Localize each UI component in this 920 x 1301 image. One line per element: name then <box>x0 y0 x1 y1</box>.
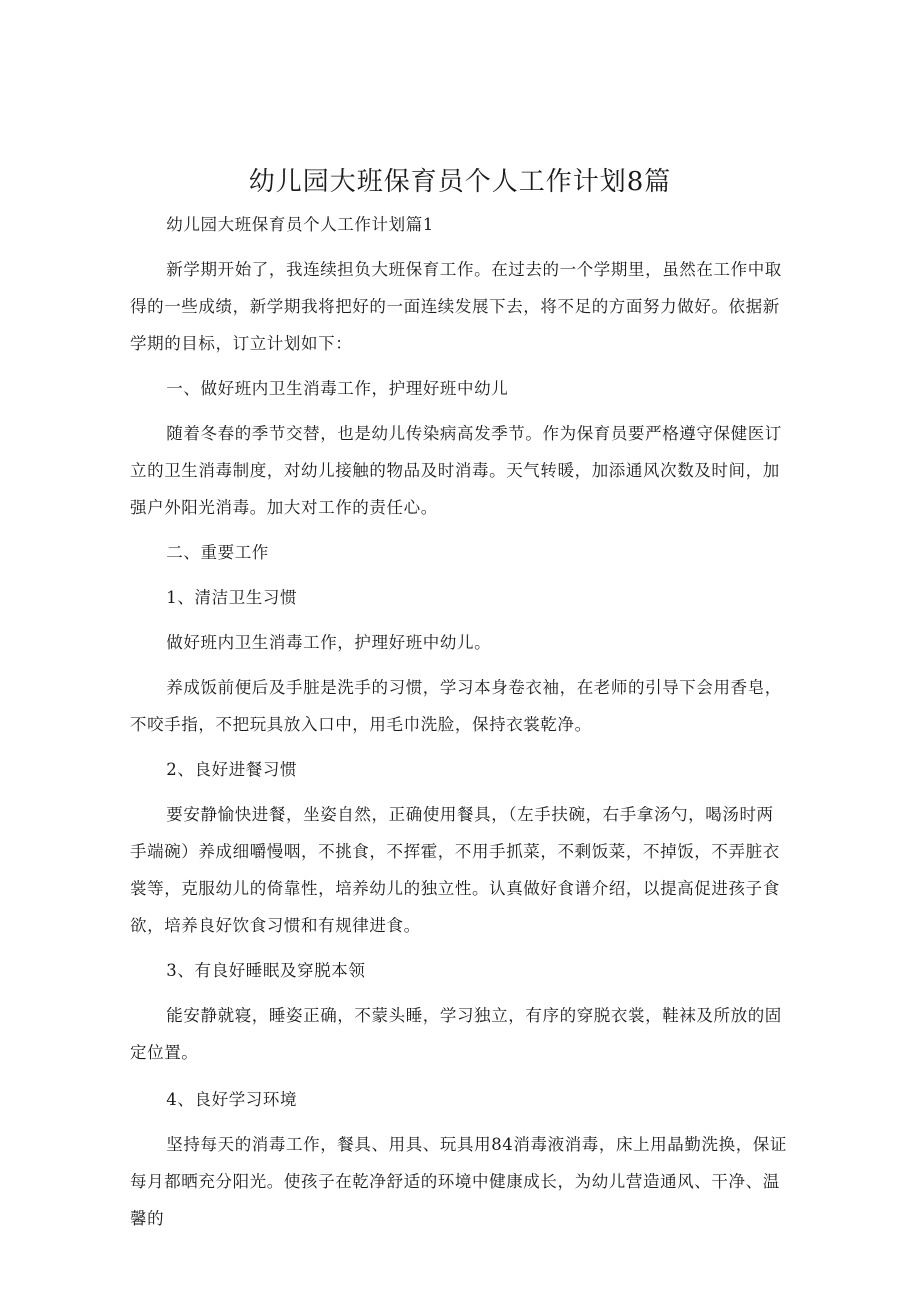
paragraph: 新学期开始了，我连续担负大班保育工作。在过去的一个学期里，虽然在工作中取得的一些成绩，新学期我将把好的一面连续发展下去，将不足的方面努力做好。依据新学期的目标，订立计划如下： <box>130 260 782 353</box>
paragraph: 养成饭前便后及手脏是洗手的习惯，学习本身卷衣袖，在老师的引导下会用香皂，不咬手指，不把玩具放入口中，用毛巾洗脸，保持衣裳乾净。 <box>130 678 782 734</box>
subsection-heading: 1、清洁卫生习惯 <box>166 588 298 607</box>
section-heading: 一、做好班内卫生消毒工作，护理好班中幼儿 <box>166 379 509 398</box>
document-title: 幼儿园大班保育员个人工作计划8篇 <box>248 167 672 197</box>
document-body <box>130 206 790 1237</box>
paragraph: 要安静愉快进餐，坐姿自然，正确使用餐具，（左手扶碗，右手拿汤勺，喝汤时两手端碗）养成细嚼慢咽，不挑食，不挥霍，不用手抓菜，不剩饭菜，不掉饭，不弄脏衣裳等，克服幼儿的倚靠性，培养幼儿的独立性。认真做好食谱介绍，以提高促进孩子食欲，培养良好饮食习惯和有规律进食。 <box>130 805 780 935</box>
subsection-heading: 3、有良好睡眠及穿脱本领 <box>166 961 366 980</box>
paragraph: 做好班内卫生消毒工作，护理好班中幼儿。 <box>166 633 492 652</box>
subsection-heading: 2、良好进餐习惯 <box>166 760 298 779</box>
paragraph: 随着冬春的季节交替，也是幼儿传染病高发季节。作为保育员要严格遵守保健医订立的卫生消毒制度，对幼儿接触的物品及时消毒。天气转暖，加添通风次数及时间，加强户外阳光消毒。加大对工作的责任心。 <box>130 424 782 517</box>
paragraph: 能安静就寝，睡姿正确，不蒙头睡，学习独立，有序的穿脱衣裳，鞋袜及所放的固定位置。 <box>130 1006 782 1062</box>
paragraph: 坚持每天的消毒工作，餐具、用具、玩具用84消毒液消毒，床上用晶勤洗换，保证每月都晒充分阳光。使孩子在乾净舒适的环境中健康成长，为幼儿营造通风、干净、温馨的 <box>130 1135 787 1228</box>
section-heading: 幼儿园大班保育员个人工作计划篇1 <box>166 215 434 234</box>
subsection-heading: 4、良好学习环境 <box>166 1090 298 1109</box>
section-heading: 二、重要工作 <box>166 543 269 562</box>
